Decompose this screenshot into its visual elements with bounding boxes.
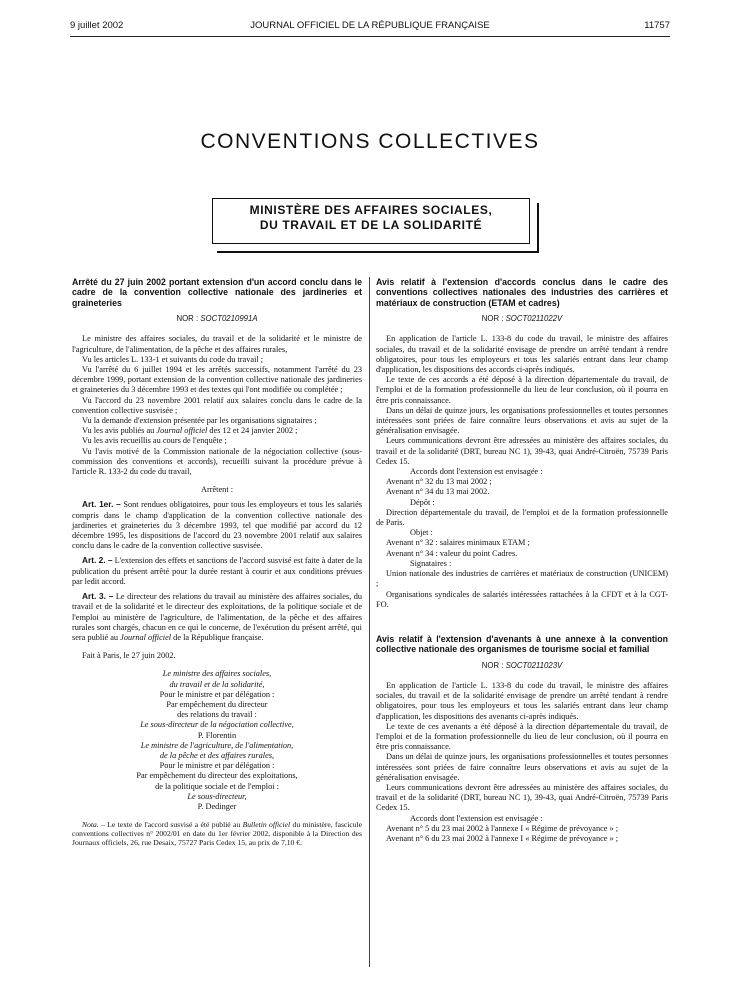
decree-title: Arrêté du 27 juin 2002 portant extension d'un accord conclu dans le cadre de la convention collective nationale des jardineries et graineteries [72, 277, 362, 308]
paragraph: Vu l'arrêté du 6 juillet 1994 et les arrêtés successifs, notamment l'arrêté du 23 décembre 1999, portant extension de la convention collective nationale des jardineries et graineteries du 3 décembre 1993 et des textes qui l'ont modifiée ou complétée ; [72, 365, 362, 395]
sig-line: du travail et de la solidarité, [169, 679, 265, 689]
list-item: Organisations syndicales de salariés intéressées rattachées à la CFDT et à la CGT-FO. [376, 589, 668, 609]
article-1 [72, 499, 362, 551]
nor-code: SOCT0210991A [200, 314, 258, 324]
text: des 12 et 24 janvier 2002 ; [209, 426, 298, 436]
accords-label: Accords dont l'extension est envisagée : [410, 813, 543, 823]
text: L'extension des effets et sanctions de l'accord susvisé est faite à dater de la publication du présent arrêté pour la durée restant à courir et aux conditions prévues par ledit accord. [72, 556, 363, 586]
article-3 [72, 591, 362, 643]
notice-2-nor [376, 661, 668, 671]
paragraph: Le texte de ces avenants a été déposé à la direction départementale du travail, de l'emploi et de la formation professionnelle du lieu de leur conclusion, où il pourra en être pris connaissance. [376, 721, 668, 752]
article-label: Art. 1er. – [82, 499, 121, 510]
header-date: 9 juillet 2002 [70, 20, 124, 31]
nor-label: NOR : [176, 314, 199, 324]
text-em: Bulletin officiel [242, 820, 291, 830]
text-em: Journal officiel [156, 426, 208, 436]
left-column [72, 277, 362, 847]
list-item: Avenant n° 32 : salaires minimaux ETAM ; [386, 538, 530, 548]
list-item: Avenant n° 34 du 13 mai 2002. [386, 487, 490, 497]
arretent: Arrêtent : [200, 485, 234, 495]
paragraph: Le ministre des affaires sociales, du travail et de la solidarité et le ministre de l'agriculture, de l'alimentation, de la pêche et des affaires rurales, [72, 334, 362, 354]
ministry-line-2: DU TRAVAIL ET DE LA SOLIDARITÉ [259, 218, 483, 232]
sig-line: Par empêchement du directeur des exploitations, [136, 771, 298, 781]
nota-label: Nota. [82, 820, 99, 830]
sig-line: Par empêchement du directeur [166, 699, 268, 709]
fait-a-paris: Fait à Paris, le 27 juin 2002. [82, 651, 176, 661]
paragraph: Le texte de ces accords a été déposé à la direction départementale du travail, de l'emploi et de la formation professionnelle du lieu de leur conclusion, où il pourra en être pris connaissance. [376, 375, 668, 405]
paragraph [72, 426, 362, 436]
paragraph: Leurs communications devront être adressées au ministère des affaires sociales, du travail et de la solidarité (DRT, bureau NC 1), 39-43, quai André-Citroën, 75739 Paris Cedex 15. [376, 782, 668, 813]
paragraph: Leurs communications devront être adressées au ministère des affaires sociales, du travail et de la solidarité (DRT, bureau NC 1), 39-43, quai André-Citroën, 75739 Paris Cedex 15. [376, 436, 668, 466]
paragraph: Vu les avis recueillis au cours de l'enquête ; [82, 436, 227, 446]
paragraph: Dans un délai de quinze jours, les organisations professionnelles et toutes personnes intéressées sont priées de faire connaître leurs observations et avis au sujet de la généralisation envisagée. [376, 405, 668, 436]
signatory: P. Florentin [197, 730, 237, 740]
accords-label: Accords dont l'extension est envisagée : [410, 467, 543, 477]
nota-note [72, 820, 362, 847]
sig-line: de la pêche et des affaires rurales, [159, 750, 275, 760]
sig-line: Pour le ministre et par délégation : [159, 761, 275, 771]
signature-block-1 [72, 669, 362, 740]
article-2 [72, 555, 362, 587]
nor-code: SOCT0211022V [505, 314, 563, 324]
nor-label: NOR : [481, 660, 504, 670]
paragraph: Vu les articles L. 133-1 et suivants du code du travail ; [82, 354, 264, 364]
signataires-label: Signataires : [410, 558, 452, 568]
signatory: P. Dedinger [197, 801, 237, 811]
header-journal: JOURNAL OFFICIEL DE LA RÉPUBLIQUE FRANÇAISE [250, 20, 490, 31]
ministry-box [212, 198, 530, 244]
paragraph: En application de l'article L. 133-8 du code du travail, le ministre des affaires sociales, du travail et de la solidarité envisage de prendre un arrêté tendant à rendre obligatoires, pour tous les employeurs et tous les salariés entrant dans leur champ d'application, les dispositions des avenants ci-après indiqués. [376, 680, 668, 721]
paragraph: Vu la demande d'extension présentée par les organisations signataires ; [82, 416, 317, 426]
paragraph: Dans un délai de quinze jours, les organisations professionnelles et toutes personnes intéressées sont priées de faire connaître leurs observations et avis au sujet de la généralisation envisagée. [376, 752, 668, 782]
article-label: Art. 3. – [82, 591, 114, 602]
sig-line: de la politique sociale et de l'emploi : [155, 781, 279, 791]
list-item: Union nationale des industries de carrières et matériaux de construction (UNICEM) ; [376, 569, 668, 589]
sig-line: Le ministre de l'agriculture, de l'alimentation, [140, 740, 294, 750]
text: de la République française. [173, 632, 264, 642]
nor-label: NOR : [481, 314, 504, 324]
text-em: Journal officiel [120, 632, 172, 642]
paragraph: Direction départementale du travail, de l'emploi et de la formation professionnelle de Paris. [376, 507, 668, 528]
sig-line: des relations du travail : [177, 710, 257, 720]
objet-label: Objet : [410, 528, 433, 538]
sig-line: Le sous-directeur, [187, 791, 247, 801]
depot-label: Dépôt : [410, 497, 435, 507]
sig-line: Le sous-directeur de la négociation collective, [140, 720, 294, 730]
paragraph: En application de l'article L. 133-8 du code du travail, le ministre des affaires sociales, du travail et de la solidarité envisage de prendre un arrêté tendant à rendre obligatoires, pour tous les employeurs et tous les salariés entrant dans leur champ d'application, les dispositions des accords ci-après indiqués. [376, 334, 668, 375]
signature-block-2 [72, 741, 362, 812]
notice-2-title: Avis relatif à l'extension d'avenants à une annexe à la convention collective nationale des organismes de tourisme social et familial [376, 633, 668, 655]
right-column [376, 277, 668, 844]
decree-nor [72, 314, 362, 324]
text: Vu les avis publiés au [82, 426, 155, 436]
list-item: Avenant n° 6 du 23 mai 2002 à l'annexe I « Régime de prévoyance » ; [386, 833, 619, 843]
text: Le directeur des relations du travail au ministère des affaires sociales, du travail et de la solidarité et le directeur des exploitations, de la politique sociale et de l'emploi au ministère de l'agriculture, de l'alimentation, de la pêche et des affaires rurales sont chargés, chacun en ce qui le concerne, de l'exécution du présent arrêté, qui sera publié au [72, 592, 363, 642]
list-item: Avenant n° 5 du 23 mai 2002 à l'annexe I « Régime de prévoyance » ; [386, 823, 619, 833]
list-item: Avenant n° 32 du 13 mai 2002 ; [386, 477, 492, 487]
text: – Le texte de l'accord susvisé a été publié au [101, 820, 241, 830]
page-header [70, 20, 670, 34]
notice-1-title: Avis relatif à l'extension d'accords conclus dans le cadre des conventions collectives nationales des industries des carrières et matériaux de construction (ETAM et cadres) [376, 277, 668, 308]
column-divider [369, 277, 370, 967]
sig-line: Le ministre des affaires sociales, [162, 669, 272, 679]
paragraph: Vu l'avis motivé de la Commission nationale de la négociation collective (sous-commission des conventions et accords), recueilli suivant la procédure prévue à l'article R. 133-2 du code du travail, [72, 446, 362, 477]
article-label: Art. 2. – [82, 555, 113, 566]
section-title: CONVENTIONS COLLECTIVES [200, 130, 540, 153]
ministry-line-1: MINISTÈRE DES AFFAIRES SOCIALES, [249, 203, 493, 217]
header-rule [70, 36, 670, 37]
list-item: Avenant n° 34 : valeur du point Cadres. [386, 548, 518, 558]
text: Sont rendues obligatoires, pour tous les employeurs et tous les salariés compris dans le champ d'application de la convention collective nationale des jardineries et graineteries du 3 décembre 1993, tel que modifié par accord du 12 décembre 1995, les dispositions de l'accord du 23 novembre 2001 relatif aux salaires conclu dans le cadre de la convention collective susvisée. [72, 500, 363, 551]
paragraph: Vu l'accord du 23 novembre 2001 relatif aux salaires conclu dans le cadre de la convention collective susvisée ; [72, 395, 362, 415]
notice-1-nor [376, 314, 668, 324]
sig-line: Pour le ministre et par délégation : [159, 689, 275, 699]
nor-code: SOCT0211023V [505, 660, 563, 670]
text: du ministère, fascicule conventions collectives n° 2002/01 en date du 1er février 2002, disponible à la Direction des Journaux officiels, 26, rue Desaix, 75727 Paris Cedex 15, au prix de 7,10 €. [72, 820, 363, 848]
header-page-number: 11757 [644, 20, 670, 31]
